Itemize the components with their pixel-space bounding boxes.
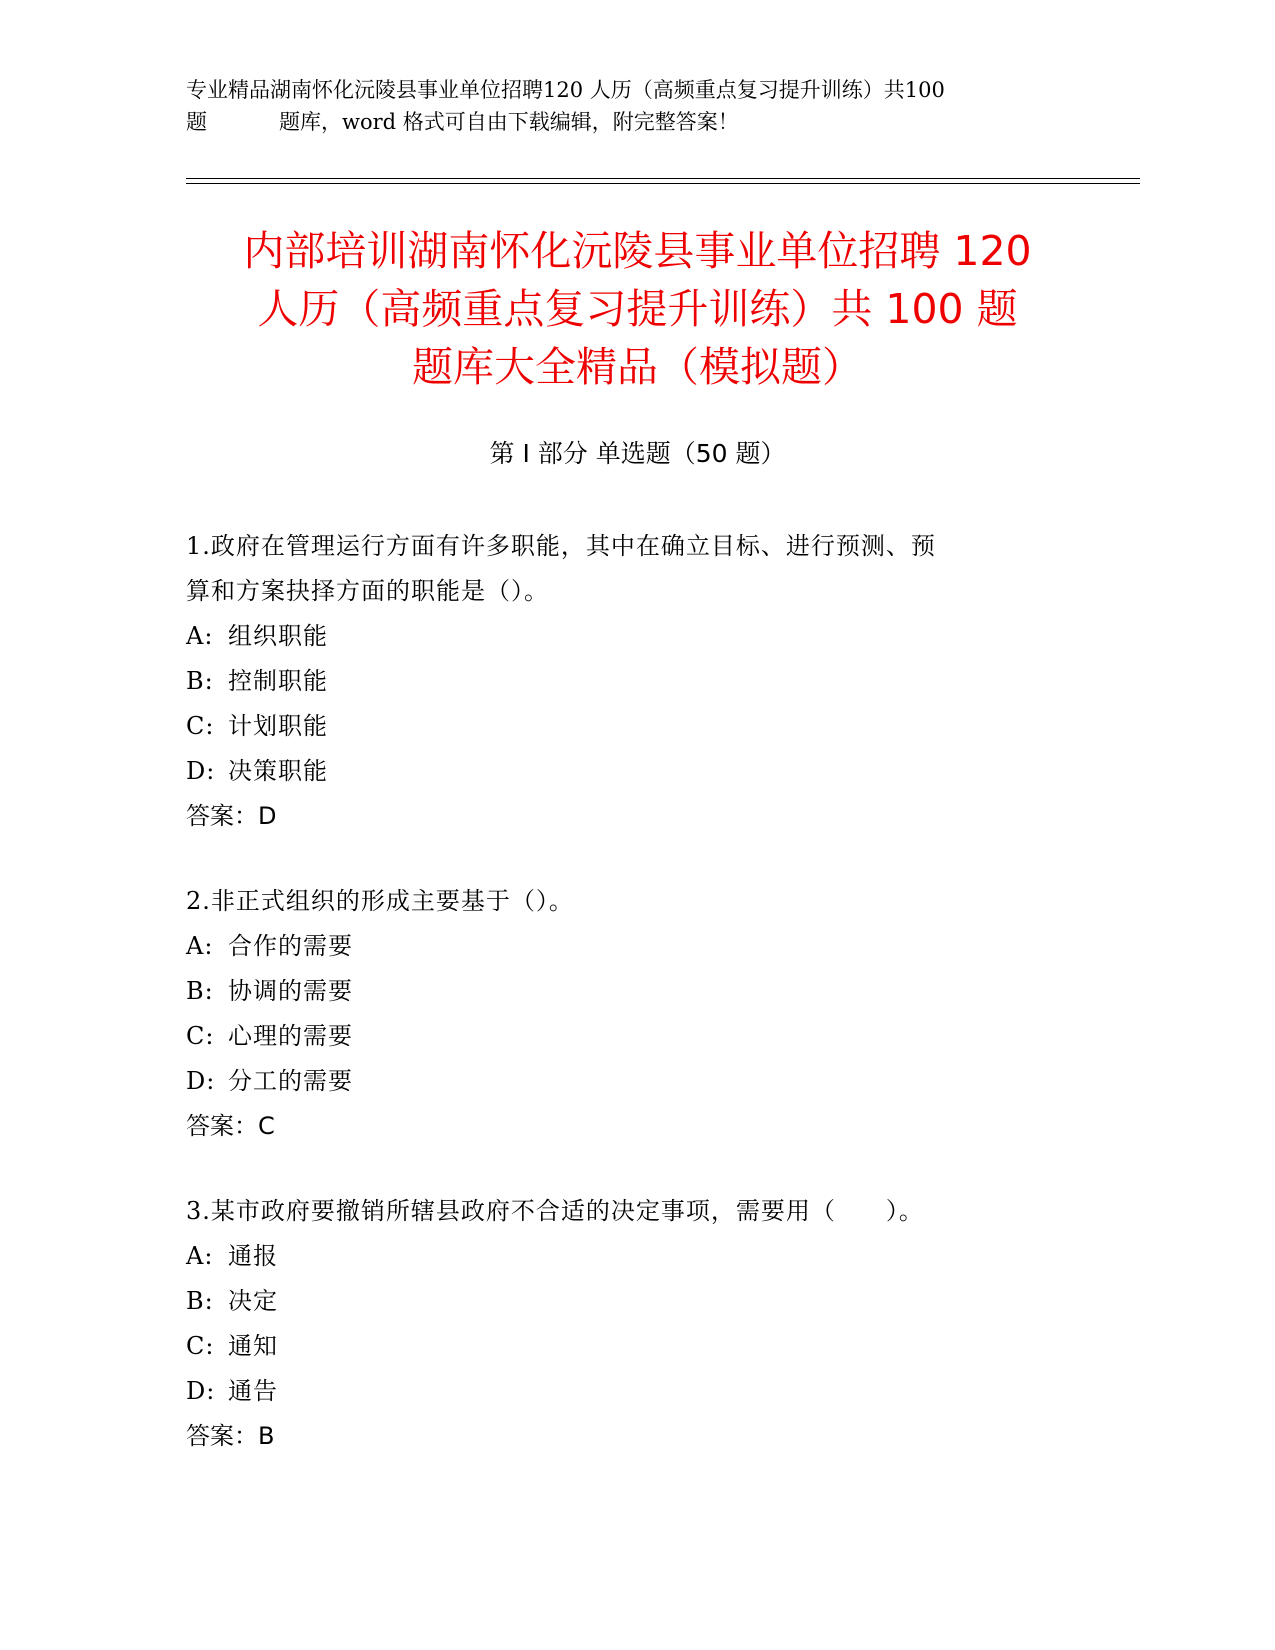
question-1 [186,524,1086,839]
header-rule-top [186,178,1140,179]
question-3 [186,1189,1086,1459]
option-c [186,1324,1086,1369]
option-text: 通知 [228,1332,278,1360]
option-label: B: [186,1287,214,1315]
option-label: B: [186,667,214,695]
header-note-line-2-end: 题库，word 格式可自由下载编辑，附完整答案！ [279,110,739,134]
header-note-line-2-start: 题 [186,110,207,134]
option-label: D: [186,1067,216,1095]
header-note-line-2 [186,106,1086,138]
answer-line: 答案：C [186,1112,275,1140]
option-a [186,924,1086,969]
option-text: 通报 [228,1242,278,1270]
option-label: B: [186,977,214,1005]
option-c [186,1014,1086,1059]
page-title-line-1: 内部培训湖南怀化沅陵县事业单位招聘 120 [243,227,1032,275]
option-label: A: [186,932,214,960]
question-stem-line: 2.非正式组织的形成主要基于（）。 [186,887,574,915]
option-label: A: [186,622,214,650]
option-text: 决策职能 [228,757,328,785]
option-text: 心理的需要 [228,1022,353,1050]
question-2 [186,879,1086,1149]
option-label: C: [186,712,215,740]
option-d [186,1369,1086,1414]
question-stem-line: 3.某市政府要撤销所辖县政府不合适的决定事项，需要用（ ）。 [186,1197,924,1225]
page-title-line-3: 题库大全精品（模拟题） [412,343,863,391]
option-d [186,749,1086,794]
option-text: 决定 [228,1287,278,1315]
option-text: 控制职能 [228,667,328,695]
option-a [186,1234,1086,1279]
option-text: 合作的需要 [228,932,353,960]
option-a [186,614,1086,659]
question-stem-line: 算和方案抉择方面的职能是（）。 [186,577,549,605]
header-rule-bottom [186,183,1140,184]
section-heading: 第 I 部分 单选题（50 题） [489,439,786,468]
option-text: 通告 [228,1377,278,1405]
option-text: 组织职能 [228,622,328,650]
option-label: D: [186,757,216,785]
question-stem [186,524,1086,614]
question-list [186,524,1086,1499]
answer-line: 答案：B [186,1422,275,1450]
page-title [150,222,1125,396]
option-b [186,659,1086,704]
page-title-line-2: 人历（高频重点复习提升训练）共 100 题 [257,285,1018,333]
option-text: 分工的需要 [228,1067,353,1095]
answer-line: 答案：D [186,802,277,830]
question-stem [186,879,1086,924]
header-note-line-1: 专业精品湖南怀化沅陵县事业单位招聘120 人历（高频重点复习提升训练）共100 [186,78,945,102]
question-stem-line: 1.政府在管理运行方面有许多职能，其中在确立目标、进行预测、预 [186,532,936,560]
option-d [186,1059,1086,1104]
option-label: D: [186,1377,216,1405]
option-label: C: [186,1022,215,1050]
option-text: 计划职能 [228,712,328,740]
option-b [186,1279,1086,1324]
option-label: A: [186,1242,214,1270]
header-note [186,74,1086,138]
question-stem [186,1189,1086,1234]
option-c [186,704,1086,749]
option-label: C: [186,1332,215,1360]
option-text: 协调的需要 [228,977,353,1005]
option-b [186,969,1086,1014]
